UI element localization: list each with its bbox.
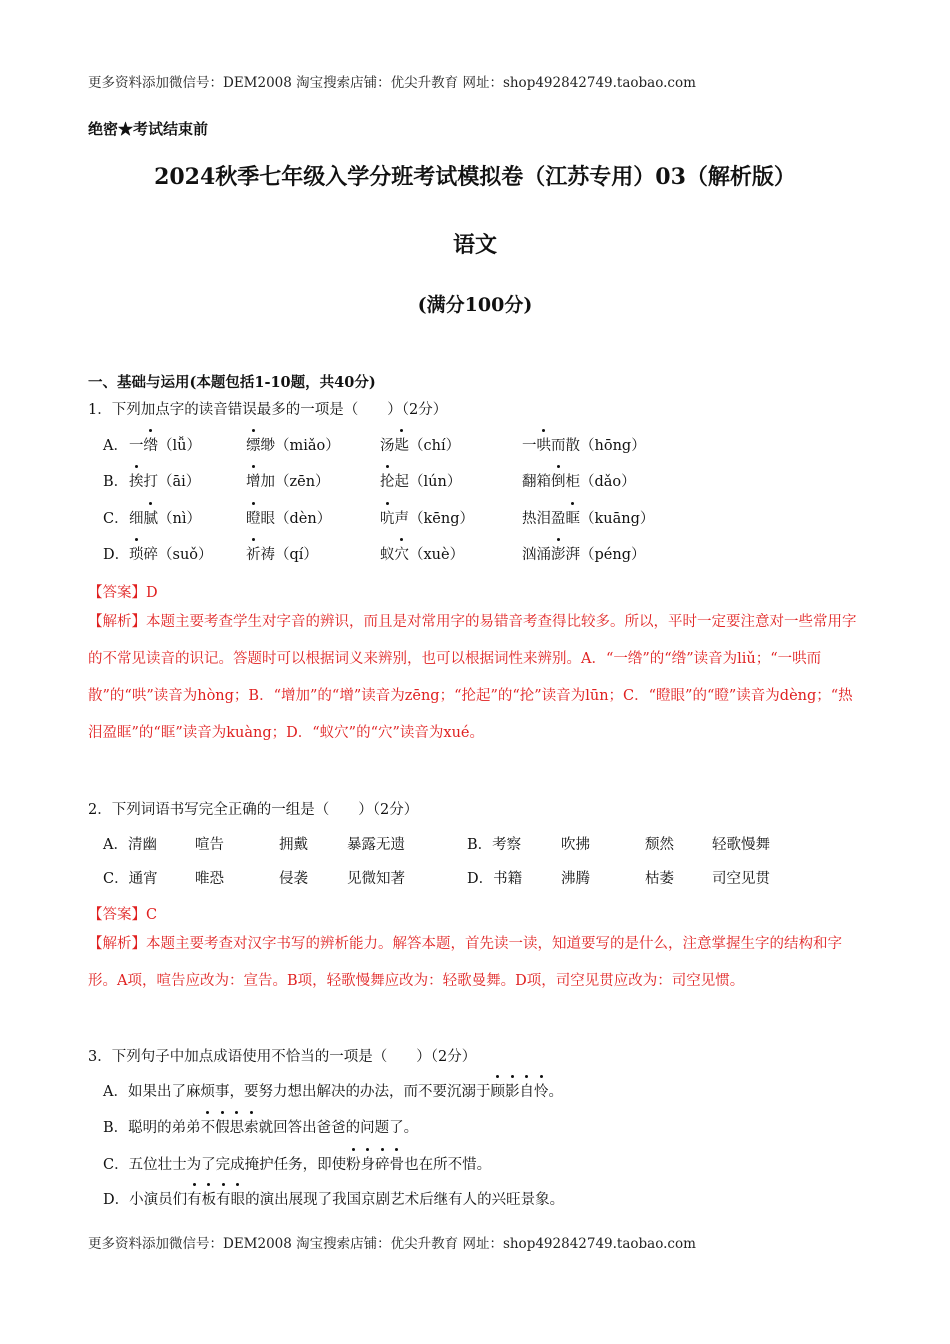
option-item [246, 470, 330, 491]
sentence-text: 的演出展现了我国京剧艺术后继有人的兴旺景象。 [245, 1192, 565, 1208]
dotted-character: 抡 [380, 470, 395, 491]
dotted-character: 腻 [144, 507, 159, 528]
option-item [522, 507, 654, 528]
dotted-character: 板 [202, 1188, 217, 1209]
sentence-text: 。 [548, 1084, 563, 1100]
word-option: B．考察 [467, 837, 522, 853]
question-2-stem: 2．下列词语书写完全正确的一组是（ ）（2分） [88, 802, 419, 818]
word-option: 喧告 [195, 837, 224, 853]
word-option: 司空见贯 [712, 871, 770, 887]
option-item [129, 507, 201, 528]
option-text: 热泪盈 [522, 511, 566, 527]
dotted-character: 有 [187, 1188, 202, 1209]
option-item [380, 543, 464, 564]
dotted-character: 绺 [144, 434, 159, 455]
option-item [522, 543, 645, 564]
option-text: （lǚ） [158, 438, 201, 454]
word-option: 吹拂 [561, 837, 590, 853]
dotted-character: 自 [519, 1080, 534, 1101]
option-text: 碎（suǒ） [143, 547, 213, 563]
dotted-character: 眶 [566, 507, 581, 528]
option-text: 一 [129, 438, 144, 454]
option-item [129, 434, 201, 455]
word-option: D．书籍 [467, 871, 523, 887]
option-label: B． [103, 474, 129, 490]
question-3-stem: 3．下列句子中加点成语使用不恰当的一项是（ ）（2分） [88, 1049, 477, 1065]
word-option: A．清幽 [103, 837, 157, 853]
dotted-character: 有 [216, 1188, 231, 1209]
sentence-text: C．五位壮士为了完成掩护任务，即使 [103, 1157, 347, 1173]
word-option: C．通宵 [103, 871, 158, 887]
dotted-character: 瞪 [246, 507, 261, 528]
option-text: 一 [522, 438, 537, 454]
sentence-text: D．小演员们 [103, 1192, 188, 1208]
option-text: 蚁 [380, 547, 395, 563]
option-item [380, 434, 460, 455]
option-text: 声（kēng） [394, 511, 474, 527]
dotted-character: 祈 [246, 543, 261, 564]
dotted-character: 索 [244, 1116, 259, 1137]
word-option: 轻歌慢舞 [712, 837, 770, 853]
option-text: 汤 [380, 438, 395, 454]
word-option: 唯恐 [195, 871, 224, 887]
dotted-character: 哄 [537, 434, 552, 455]
total-score: (满分100分) [417, 294, 533, 316]
option-item [246, 507, 331, 528]
option-item [246, 543, 318, 564]
word-option: 拥戴 [279, 837, 308, 853]
dotted-character: 不 [201, 1116, 216, 1137]
option-label: D． [103, 547, 130, 563]
option-text: 眼（dèn） [260, 511, 332, 527]
sentence-option [103, 1080, 563, 1101]
option-text: 翻箱 [522, 474, 551, 490]
sentence-text: 也在所不惜。 [404, 1157, 492, 1173]
dotted-character: 眼 [231, 1188, 246, 1209]
sentence-option [103, 1153, 491, 1174]
dotted-idiom [187, 1192, 245, 1208]
option-text: （chí） [409, 438, 461, 454]
word-option: 颓然 [645, 837, 674, 853]
word-option: 见微知著 [347, 871, 405, 887]
sentence-text: 就回答出爸爸的问题了。 [258, 1120, 419, 1136]
subject-title: 语文 [452, 232, 497, 258]
option-item [129, 470, 200, 491]
option-item [380, 507, 474, 528]
sentence-option [103, 1188, 564, 1209]
sentence-text: A．如果出了麻烦事，要努力想出解决的办法，而不要沉溺于 [103, 1084, 491, 1100]
dotted-character: 倒 [551, 470, 566, 491]
option-text: （xuè） [409, 547, 465, 563]
dotted-character: 穴 [395, 543, 410, 564]
option-text: 起（lún） [394, 474, 462, 490]
option-text: （nì） [158, 511, 201, 527]
question-1-stem: 1．下列加点字的读音错误最多的一项是（ ）（2分） [88, 402, 448, 418]
confidential-mark: 绝密★考试结束前 [88, 120, 209, 138]
option-text: 柜（dǎo） [565, 474, 636, 490]
option-item [522, 434, 646, 455]
option-text: 打（āi） [143, 474, 201, 490]
word-option: 暴露无遗 [347, 837, 405, 853]
exam-title: 2024秋季七年级入学分班考试模拟卷（江苏专用）03（解析版） [154, 164, 796, 190]
question-1-explanation: 【解析】本题主要考查学生对字音的辨识，而且是对常用字的易错音考查得比较多。所以，平时一定要注意对一些常用字的不常见读音的识记。答题时可以根据词义来辨别，也可以根据词性来辨别。A．“一绺”的“绺”读音为liǔ；“一哄而散”的“哄”读音为hòng；B．“增加”的“增”读音为zēng；“抡起”的“抡”读音为lūn；C．“瞪眼”的“瞪”读音为dèng；“热泪盈眶”的“眶”读音为kuàng；D．“蚁穴”的“穴”读音为xué。 [88, 614, 857, 741]
dotted-character: 怜 [534, 1080, 549, 1101]
question-2-explanation: 【解析】本题主要考查对汉字书写的辨析能力。解答本题，首先读一读，知道要写的是什么，注意掌握生字的结构和字形。A项，喧告应改为：宣告。B项，轻歌慢舞应改为：轻歌曼舞。D项，司空见贯应改为：司空见惯。 [88, 936, 842, 989]
option-text: 湃（péng） [565, 547, 646, 563]
option-item [246, 434, 340, 455]
option-text: （kuāng） [580, 511, 655, 527]
option-label: C． [103, 511, 129, 527]
dotted-character: 骨 [390, 1153, 405, 1174]
dotted-character: 影 [505, 1080, 520, 1101]
option-text: 而散（hōng） [551, 438, 646, 454]
option-text: 细 [129, 511, 144, 527]
dotted-character: 澎 [551, 543, 566, 564]
word-option: 枯萎 [645, 871, 674, 887]
dotted-idiom [201, 1120, 259, 1136]
page-header: 更多资料添加微信号：DEM2008 淘宝搜索店铺：优尖升教育 网址：shop492842749.taobao.com [88, 75, 696, 91]
dotted-character: 挨 [129, 470, 144, 491]
dotted-character: 粉 [346, 1153, 361, 1174]
sentence-text: B．聪明的弟弟 [103, 1120, 201, 1136]
question-1-answer: 【答案】D [88, 585, 158, 601]
dotted-character: 吭 [380, 507, 395, 528]
dotted-character: 增 [246, 470, 261, 491]
section-heading: 一、基础与运用(本题包括1-10题，共40分) [88, 374, 376, 391]
option-item [129, 543, 213, 564]
option-text: 缈（miǎo） [260, 438, 340, 454]
option-text: 加（zēn） [260, 474, 330, 490]
word-option: 侵袭 [279, 871, 308, 887]
dotted-character: 缥 [246, 434, 261, 455]
dotted-character: 琐 [129, 543, 144, 564]
dotted-character: 顾 [490, 1080, 505, 1101]
option-text: 汹涌 [522, 547, 551, 563]
page-footer: 更多资料添加微信号：DEM2008 淘宝搜索店铺：优尖升教育 网址：shop492842749.taobao.com [88, 1236, 696, 1252]
question-2-answer: 【答案】C [88, 907, 158, 923]
dotted-idiom [490, 1084, 548, 1100]
dotted-character: 假 [215, 1116, 230, 1137]
dotted-character: 碎 [375, 1153, 390, 1174]
dotted-idiom [346, 1157, 404, 1173]
option-item [522, 470, 636, 491]
dotted-character: 思 [230, 1116, 245, 1137]
dotted-character: 匙 [395, 434, 410, 455]
option-text: 祷（qí） [260, 547, 318, 563]
option-label: A． [103, 438, 128, 454]
dotted-character: 身 [361, 1153, 376, 1174]
word-option: 沸腾 [561, 871, 590, 887]
sentence-option [103, 1116, 418, 1137]
option-item [380, 470, 461, 491]
